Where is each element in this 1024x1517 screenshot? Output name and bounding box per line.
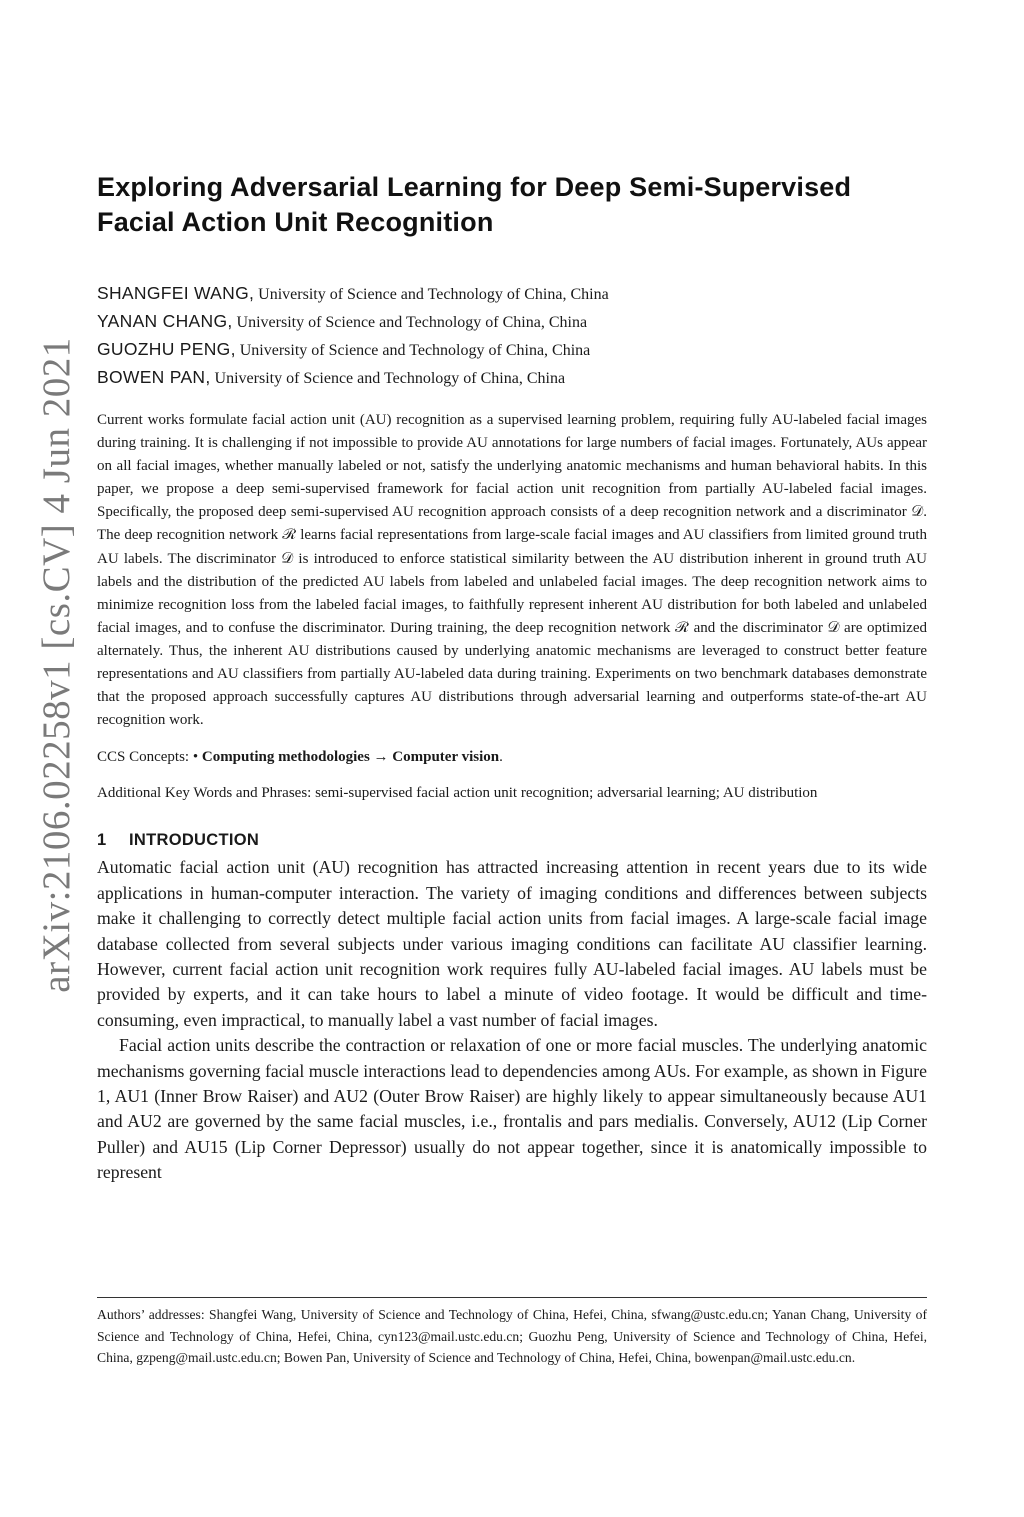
author-name: SHANGFEI WANG, <box>97 283 255 303</box>
intro-paragraph-1: Automatic facial action unit (AU) recognition has attracted increasing attention in recent years due to its wide applications in human-computer interaction. The variety of imaging conditions and differences between subjects make it challenging to correctly detect multiple facial action units from facial images. A large-scale facial image database collected from several subjects under various imaging conditions can facilitate AU classifier learning. However, current facial action unit recognition work requires fully AU-labeled facial images. AU labels must be provided by experts, and it can take hours to label a minute of video footage. It would be difficult and time-consuming, even impractical, to manually label a vast number of facial images. <box>97 857 927 1030</box>
ccs-concepts <box>97 746 927 769</box>
title-line-1: Exploring Adversarial Learning for Deep Semi-Supervised <box>97 172 852 202</box>
author-name: YANAN CHANG, <box>97 311 233 331</box>
section-heading-introduction <box>97 829 927 851</box>
author-entry <box>97 336 927 364</box>
author-entry <box>97 280 927 308</box>
keywords: Additional Key Words and Phrases: semi-supervised facial action unit recognition; adversarial learning; AU distribution <box>97 785 818 802</box>
section-title: INTRODUCTION <box>129 831 260 850</box>
paper-first-page <box>97 170 927 1186</box>
author-name: GUOZHU PENG, <box>97 339 236 359</box>
author-name: BOWEN PAN, <box>97 367 211 387</box>
ccs-arrow: → <box>369 749 393 766</box>
ccs-prefix: CCS Concepts: • <box>97 749 202 766</box>
section-number: 1 <box>97 831 107 850</box>
author-affiliation: University of Science and Technology of China, China <box>214 370 566 387</box>
title-line-2: Facial Action Unit Recognition <box>97 207 494 237</box>
ccs-suffix: . <box>499 749 503 766</box>
footnote-text: Authors’ addresses: Shangfei Wang, University of Science and Technology of China, Hefei, China, sfwang@ustc.edu.cn; Yanan Chang, University of Science and Technology of China, Hefei, China, cyn123@mail.ustc.edu.cn; Guozhu Peng, University of Science and Technology of China, Hefei, China, gzpeng@mail.ustc.edu.cn; Bowen Pan, University of Science and Technology of China, Hefei, China, bowenpan@mail.ustc.edu.cn. <box>97 1307 927 1366</box>
footnote-rule <box>97 1297 927 1298</box>
author-affiliation: University of Science and Technology of China, China <box>258 286 609 303</box>
arxiv-identifier: arXiv:2106.02258v1 [cs.CV] 4 Jun 2021 <box>35 337 78 993</box>
ccs-subconcept: Computer vision <box>392 749 500 766</box>
author-affiliation: University of Science and Technology of China, China <box>239 342 591 359</box>
ccs-concept: Computing methodologies <box>201 749 370 766</box>
intro-paragraph-2: Facial action units describe the contraction or relaxation of one or more facial muscles. The underlying anatomic mechanisms governing facial muscle interactions lead to dependencies among AUs. For example, as shown in Figure 1, AU1 (Inner Brow Raiser) and AU2 (Outer Brow Raiser) are highly likely to appear simultaneously because AU1 and AU2 are governed by the same facial muscles, i.e., frontalis and pars medialis. Conversely, AU12 (Lip Corner Puller) and AU15 (Lip Corner Depressor) usually do not appear together, since it is anatomically impossible to represent <box>97 1035 927 1183</box>
author-list <box>97 280 927 392</box>
paper-title <box>97 170 927 240</box>
author-entry <box>97 364 927 392</box>
author-address-footnote <box>97 1297 927 1369</box>
author-entry <box>97 308 927 336</box>
author-affiliation: University of Science and Technology of China, China <box>236 314 588 331</box>
abstract: Current works formulate facial action unit (AU) recognition as a supervised learning problem, requiring fully AU-labeled facial images during training. It is challenging if not impossible to provide AU annotations for large numbers of facial images. Fortunately, AUs appear on all facial images, whether manually labeled or not, satisfy the underlying anatomic mechanisms and human behavioral habits. In this paper, we propose a deep semi-supervised framework for facial action unit recognition from partially AU-labeled facial images. Specifically, the proposed deep semi-supervised AU recognition approach consists of a deep recognition network and a discriminator 𝒟. The deep recognition network ℛ learns facial representations from large-scale facial images and AU classifiers from limited ground truth AU labels. The discriminator 𝒟 is introduced to enforce statistical similarity between the AU distribution inherent in ground truth AU labels and the distribution of the predicted AU labels from labeled and unlabeled facial images. The deep recognition network aims to minimize recognition loss from the labeled facial images, to faithfully represent inherent AU distribution for both labeled and unlabeled facial images, and to confuse the discriminator. During training, the deep recognition network ℛ and the discriminator 𝒟 are optimized alternately. Thus, the inherent AU distributions caused by underlying anatomic mechanisms are leveraged to construct better feature representations and AU classifiers from partially AU-labeled data during training. Experiments on two benchmark databases demonstrate that the proposed approach successfully captures AU distributions through adversarial learning and outperforms state-of-the-art AU recognition work. <box>97 412 927 729</box>
